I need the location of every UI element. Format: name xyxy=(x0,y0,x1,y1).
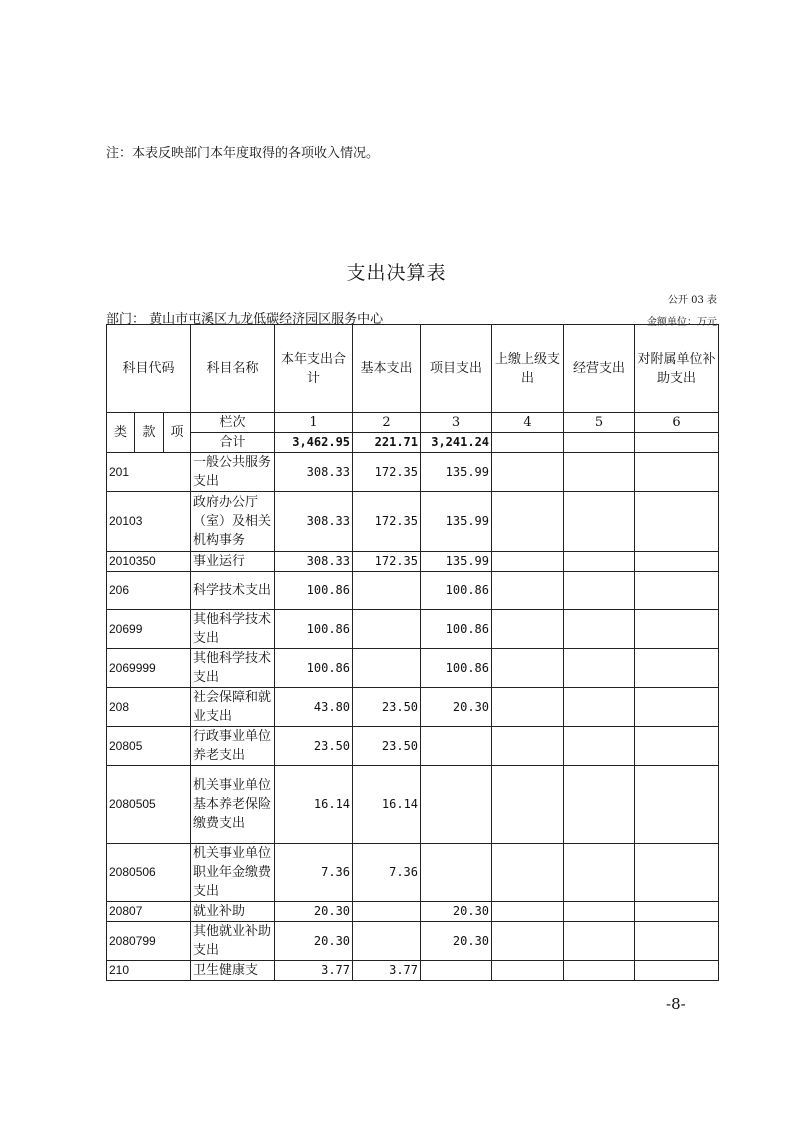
row-code: 2010350 xyxy=(107,552,191,572)
row-code: 20103 xyxy=(107,492,191,552)
header-row xyxy=(107,325,719,413)
row-upper xyxy=(492,492,564,552)
column-number-row xyxy=(107,413,719,433)
row-project: 100.86 xyxy=(421,610,492,649)
row-subsidy xyxy=(635,922,719,961)
row-business xyxy=(564,610,635,649)
row-business xyxy=(564,766,635,844)
table-row xyxy=(107,688,719,727)
column-number: 3 xyxy=(421,413,492,433)
row-total: 20.30 xyxy=(275,902,353,922)
row-subsidy xyxy=(635,727,719,766)
header-xiang: 项 xyxy=(164,413,191,453)
row-project xyxy=(421,961,492,981)
row-basic: 172.35 xyxy=(353,552,421,572)
row-subsidy xyxy=(635,766,719,844)
row-business xyxy=(564,572,635,610)
row-name: 卫生健康支 xyxy=(191,961,275,981)
row-project xyxy=(421,844,492,902)
header-subsidy: 对附属单位补助支出 xyxy=(635,325,719,413)
row-code: 201 xyxy=(107,453,191,492)
table-row xyxy=(107,922,719,961)
row-name: 政府办公厅（室）及相关机构事务 xyxy=(191,492,275,552)
row-name: 机关事业单位职业年金缴费支出 xyxy=(191,844,275,902)
row-code: 20699 xyxy=(107,610,191,649)
column-number: 6 xyxy=(635,413,719,433)
row-subsidy xyxy=(635,453,719,492)
row-upper xyxy=(492,453,564,492)
header-name: 科目名称 xyxy=(191,325,275,413)
row-upper xyxy=(492,688,564,727)
row-name: 社会保障和就业支出 xyxy=(191,688,275,727)
row-name: 科学技术支出 xyxy=(191,572,275,610)
row-total: 20.30 xyxy=(275,922,353,961)
sum-basic: 221.71 xyxy=(353,433,421,453)
row-code: 2080506 xyxy=(107,844,191,902)
form-number: 公开 03 表 xyxy=(667,295,717,306)
row-total: 43.80 xyxy=(275,688,353,727)
row-business xyxy=(564,727,635,766)
row-project: 135.99 xyxy=(421,453,492,492)
row-project: 100.86 xyxy=(421,649,492,688)
row-subsidy xyxy=(635,610,719,649)
row-subsidy xyxy=(635,552,719,572)
row-upper xyxy=(492,766,564,844)
department-label: 部门： 黄山市屯溪区九龙低碳经济园区服务中心 xyxy=(106,312,384,327)
row-total: 100.86 xyxy=(275,610,353,649)
row-upper xyxy=(492,610,564,649)
table-row xyxy=(107,492,719,552)
sum-empty xyxy=(635,433,719,453)
header-upper: 上缴上级支出 xyxy=(492,325,564,413)
row-upper xyxy=(492,961,564,981)
table-row xyxy=(107,844,719,902)
row-project xyxy=(421,766,492,844)
row-code: 206 xyxy=(107,572,191,610)
row-business xyxy=(564,922,635,961)
table-note: 注：本表反映部门本年度取得的各项收入情况。 xyxy=(106,146,380,161)
page-title: 支出决算表 xyxy=(346,262,447,284)
column-number: 1 xyxy=(275,413,353,433)
header-project: 项目支出 xyxy=(421,325,492,413)
row-business xyxy=(564,961,635,981)
row-project: 20.30 xyxy=(421,688,492,727)
row-name: 机关事业单位基本养老保险缴费支出 xyxy=(191,766,275,844)
row-name: 一般公共服务支出 xyxy=(191,453,275,492)
row-project: 135.99 xyxy=(421,492,492,552)
row-name: 其他科学技术支出 xyxy=(191,610,275,649)
sum-empty xyxy=(564,433,635,453)
row-basic xyxy=(353,572,421,610)
row-subsidy xyxy=(635,961,719,981)
row-subsidy xyxy=(635,844,719,902)
column-number: 2 xyxy=(353,413,421,433)
row-business xyxy=(564,649,635,688)
row-upper xyxy=(492,552,564,572)
row-basic xyxy=(353,902,421,922)
page-number: -8- xyxy=(666,995,686,1013)
row-business xyxy=(564,453,635,492)
row-code: 20805 xyxy=(107,727,191,766)
row-total: 3.77 xyxy=(275,961,353,981)
row-subsidy xyxy=(635,688,719,727)
column-number: 4 xyxy=(492,413,564,433)
table-row xyxy=(107,961,719,981)
table-row xyxy=(107,649,719,688)
row-total: 308.33 xyxy=(275,453,353,492)
row-code: 2080505 xyxy=(107,766,191,844)
row-basic: 172.35 xyxy=(353,492,421,552)
header-total: 本年支出合计 xyxy=(275,325,353,413)
row-total: 308.33 xyxy=(275,552,353,572)
row-total: 7.36 xyxy=(275,844,353,902)
row-name: 行政事业单位养老支出 xyxy=(191,727,275,766)
sum-total: 3,462.95 xyxy=(275,433,353,453)
row-business xyxy=(564,844,635,902)
row-basic xyxy=(353,610,421,649)
row-name: 其他就业补助支出 xyxy=(191,922,275,961)
row-basic xyxy=(353,649,421,688)
row-code: 208 xyxy=(107,688,191,727)
table-row xyxy=(107,766,719,844)
row-project xyxy=(421,727,492,766)
row-basic xyxy=(353,922,421,961)
row-subsidy xyxy=(635,902,719,922)
row-project: 100.86 xyxy=(421,572,492,610)
row-subsidy xyxy=(635,572,719,610)
header-code: 科目代码 xyxy=(107,325,191,413)
row-code: 2069999 xyxy=(107,649,191,688)
row-business xyxy=(564,552,635,572)
row-code: 20807 xyxy=(107,902,191,922)
header-business: 经营支出 xyxy=(564,325,635,413)
sum-row xyxy=(107,433,719,453)
table-row xyxy=(107,610,719,649)
row-project: 20.30 xyxy=(421,902,492,922)
row-name: 就业补助 xyxy=(191,902,275,922)
table-row xyxy=(107,552,719,572)
row-project: 20.30 xyxy=(421,922,492,961)
row-code: 210 xyxy=(107,961,191,981)
row-business xyxy=(564,688,635,727)
row-subsidy xyxy=(635,492,719,552)
header-lei: 类 xyxy=(107,413,135,453)
row-upper xyxy=(492,922,564,961)
amount-unit: 金额单位：万元 xyxy=(647,317,717,328)
row-upper xyxy=(492,572,564,610)
row-name: 其他科学技术支出 xyxy=(191,649,275,688)
sum-label: 合计 xyxy=(191,433,275,453)
table-row xyxy=(107,453,719,492)
sum-project: 3,241.24 xyxy=(421,433,492,453)
row-total: 100.86 xyxy=(275,649,353,688)
header-basic: 基本支出 xyxy=(353,325,421,413)
sum-empty xyxy=(492,433,564,453)
column-number: 5 xyxy=(564,413,635,433)
row-total: 308.33 xyxy=(275,492,353,552)
row-basic: 16.14 xyxy=(353,766,421,844)
row-total: 16.14 xyxy=(275,766,353,844)
row-upper xyxy=(492,844,564,902)
row-code: 2080799 xyxy=(107,922,191,961)
row-upper xyxy=(492,902,564,922)
row-name: 事业运行 xyxy=(191,552,275,572)
row-business xyxy=(564,492,635,552)
header-kuan: 款 xyxy=(135,413,164,453)
row-upper xyxy=(492,727,564,766)
table-row xyxy=(107,572,719,610)
table-row xyxy=(107,902,719,922)
row-subsidy xyxy=(635,649,719,688)
expenditure-table xyxy=(106,324,719,981)
row-business xyxy=(564,902,635,922)
row-basic: 23.50 xyxy=(353,688,421,727)
column-label: 栏次 xyxy=(191,413,275,433)
table-row xyxy=(107,727,719,766)
row-project: 135.99 xyxy=(421,552,492,572)
row-basic: 3.77 xyxy=(353,961,421,981)
row-upper xyxy=(492,649,564,688)
row-basic: 172.35 xyxy=(353,453,421,492)
row-basic: 7.36 xyxy=(353,844,421,902)
row-total: 23.50 xyxy=(275,727,353,766)
row-total: 100.86 xyxy=(275,572,353,610)
row-basic: 23.50 xyxy=(353,727,421,766)
